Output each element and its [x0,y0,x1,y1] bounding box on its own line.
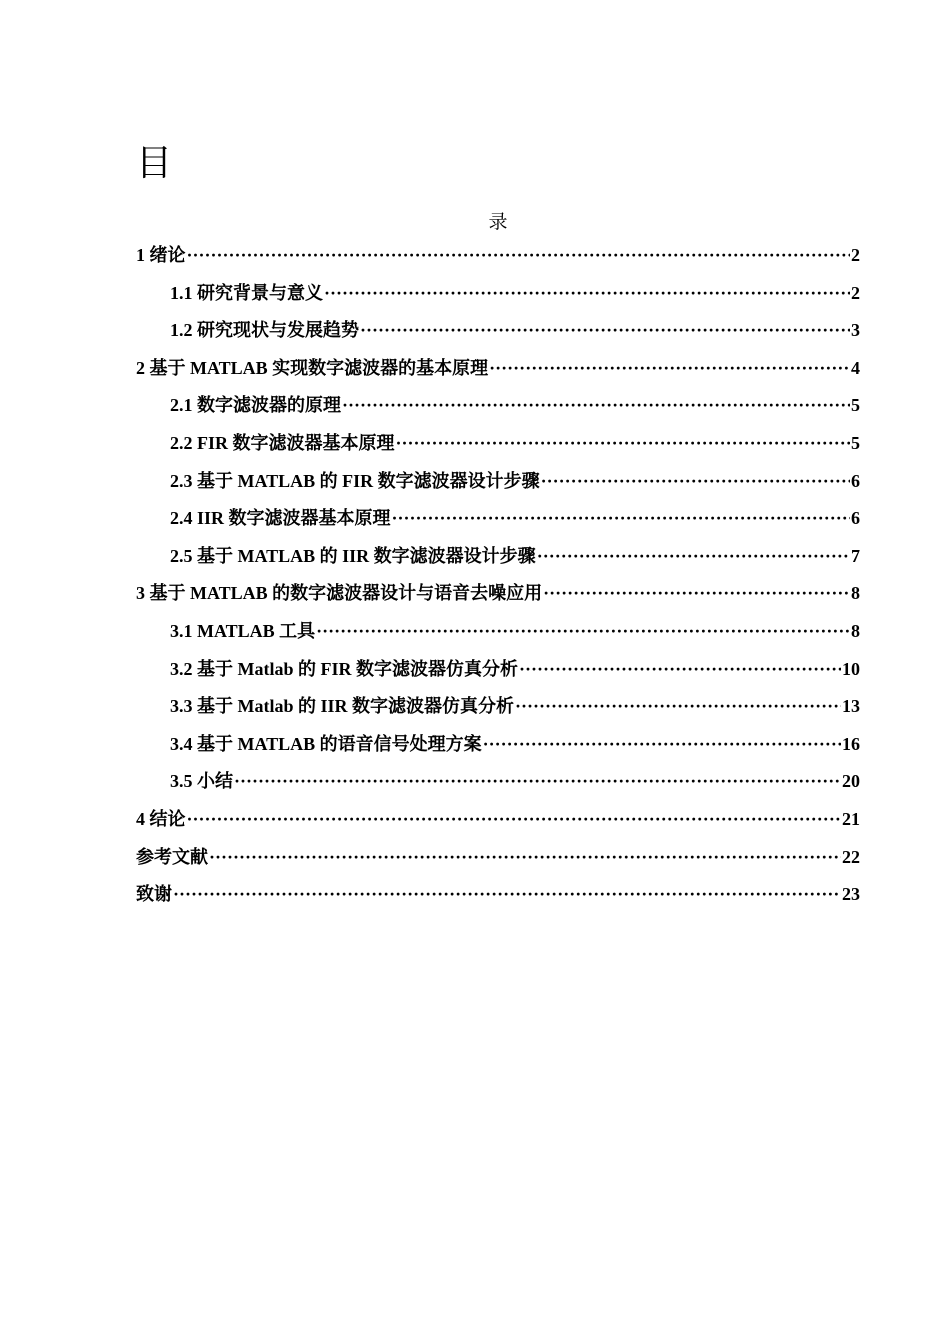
toc-entry[interactable] [136,426,860,464]
toc-entry-title: 2.3 基于 MATLAB 的 FIR 数字滤波器设计步骤 [170,470,540,491]
toc-entry-page: 10 [842,658,860,679]
toc-entry-page: 23 [842,884,860,905]
toc-entry-title: 致谢 [136,884,172,905]
toc-leader-dots [342,388,850,422]
toc-entry-title: 1 绪论 [136,245,186,265]
toc-entry-page: 6 [851,470,860,491]
toc-entry-title: 1.1 研究背景与意义 [170,282,323,303]
toc-entry[interactable] [136,238,860,276]
toc-entry-page: 16 [842,733,860,754]
toc-leader-dots [543,576,850,610]
toc-entry[interactable] [136,539,860,577]
toc-leader-dots [489,351,850,385]
toc-entry-title: 3.5 小结 [170,771,233,792]
toc-entry-title: 1.2 研究现状与发展趋势 [170,320,359,341]
toc-entry-page: 13 [842,696,860,717]
toc-leader-dots [537,539,850,573]
toc-entry-page: 20 [842,771,860,792]
toc-leader-dots [187,802,842,836]
toc-leader-dots [392,501,850,535]
toc-entry[interactable] [136,840,860,878]
toc-leader-dots [316,614,850,648]
toc-entry-title: 4 结论 [136,808,186,829]
toc-entry[interactable] [136,727,860,765]
toc-entry[interactable] [136,576,860,614]
toc-entry[interactable] [136,802,860,840]
toc-entry-page: 8 [851,583,860,604]
toc-entry-page: 5 [851,395,860,416]
toc-entry-page: 2 [851,282,860,303]
toc-entry-title: 3.2 基于 Matlab 的 FIR 数字滤波器仿真分析 [170,658,518,679]
toc-entry-title: 2.2 FIR 数字滤波器基本原理 [170,432,395,453]
toc-entry[interactable] [136,388,860,426]
toc-entry-page: 21 [842,808,860,829]
toc-entry-page: 5 [851,432,860,453]
toc-entry[interactable] [136,276,860,314]
toc-entry[interactable] [136,652,860,690]
toc-entry-title: 2.4 IIR 数字滤波器基本原理 [170,508,391,529]
toc-entry-title: 3.1 MATLAB 工具 [170,620,316,641]
toc-entry-title: 参考文献 [136,846,208,867]
toc-entry-title: 2.1 数字滤波器的原理 [170,395,341,416]
toc-entry-title: 3 基于 MATLAB 的数字滤波器设计与语音去噪应用 [136,583,543,604]
toc-entry-title: 2 基于 MATLAB 实现数字滤波器的基本原理 [136,357,489,378]
toc-leader-dots [209,840,841,874]
toc-leader-dots [173,877,841,911]
toc-entry-page: 6 [851,508,860,529]
table-of-contents [136,238,860,915]
toc-entry[interactable] [136,764,860,802]
toc-leader-dots [483,727,841,761]
toc-title-char-1: 目 [136,143,173,184]
toc-leader-dots [519,652,841,686]
toc-entry-page: 4 [851,357,860,378]
toc-entry-page: 3 [851,320,860,341]
toc-leader-dots [396,426,851,460]
toc-entry-page: 22 [842,846,860,867]
toc-entry-title: 3.3 基于 Matlab 的 IIR 数字滤波器仿真分析 [170,696,515,717]
toc-entry[interactable] [136,313,860,351]
toc-entry-page: 2 [851,245,860,265]
toc-leader-dots [324,276,850,310]
toc-leader-dots [515,689,841,723]
toc-entry[interactable] [136,351,860,389]
toc-entry[interactable] [136,689,860,727]
toc-entry[interactable] [136,501,860,539]
toc-title-char-2: 录 [488,211,508,233]
toc-entry-title: 3.4 基于 MATLAB 的语音信号处理方案 [170,733,482,754]
toc-entry[interactable] [136,464,860,502]
toc-leader-dots [360,313,850,347]
toc-leader-dots [234,764,841,798]
toc-entry-page: 7 [851,545,860,566]
toc-entry[interactable] [136,877,860,915]
toc-entry-page: 8 [851,620,860,641]
toc-entry[interactable] [136,614,860,652]
toc-leader-dots [187,238,851,272]
toc-leader-dots [541,464,850,498]
toc-entry-title: 2.5 基于 MATLAB 的 IIR 数字滤波器设计步骤 [170,545,536,566]
